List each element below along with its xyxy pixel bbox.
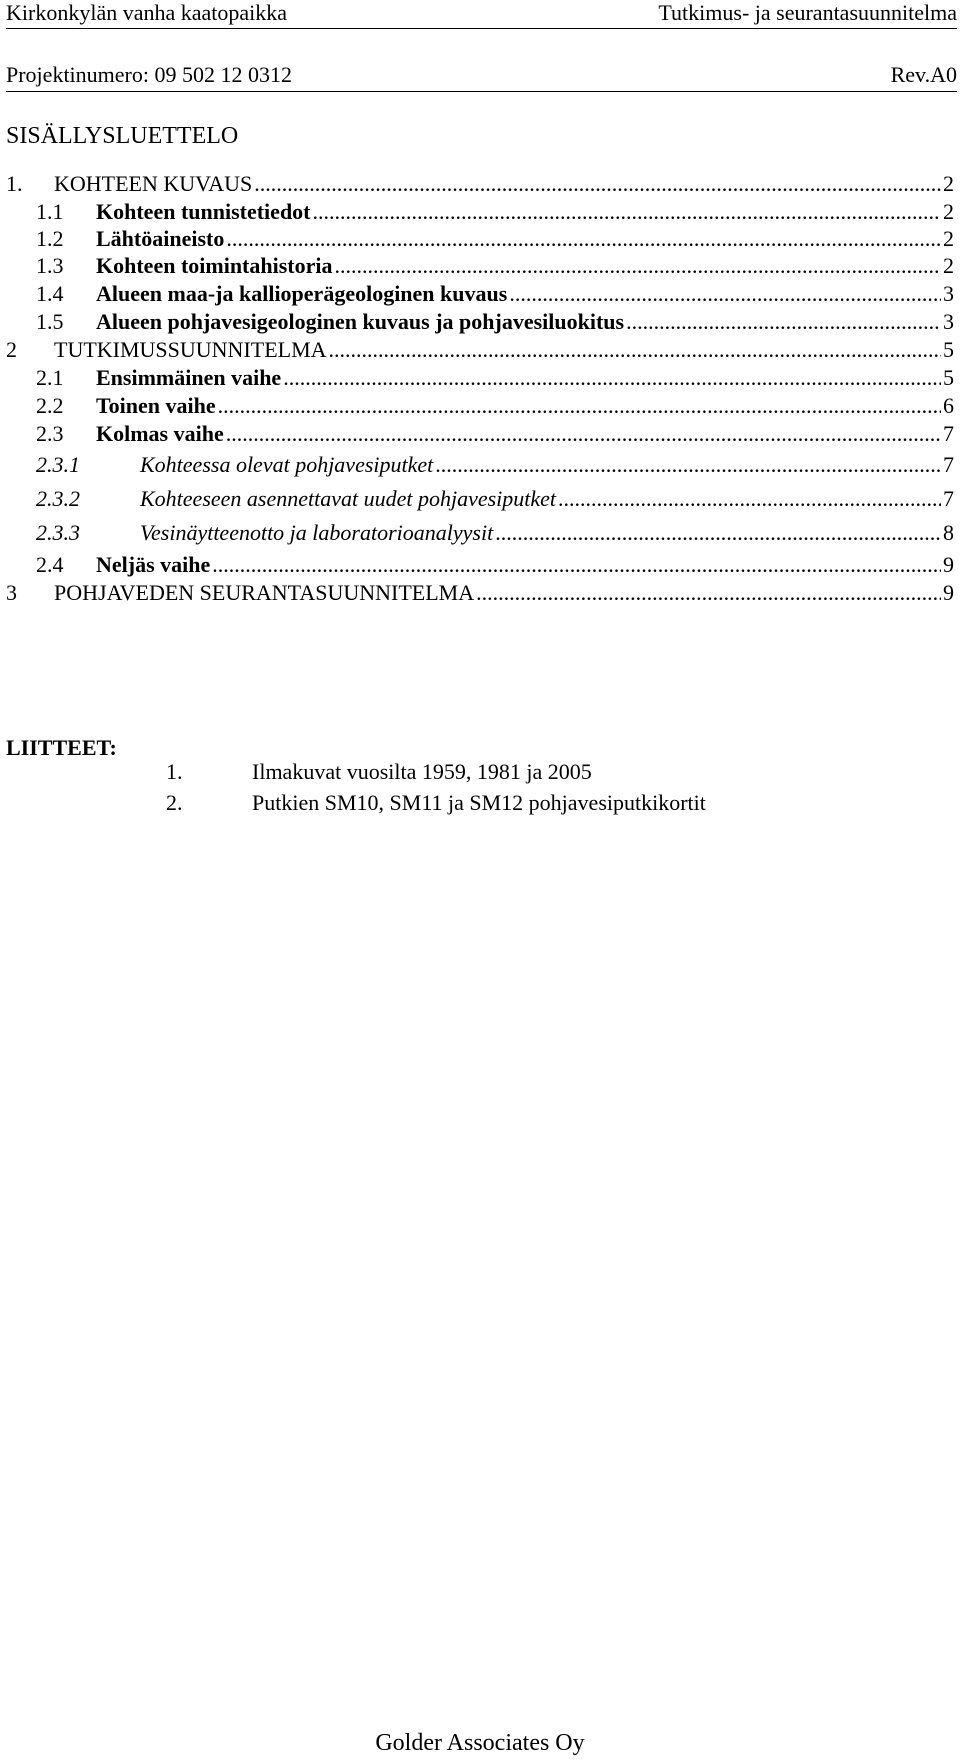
toc-entry-number: 1.2 xyxy=(36,226,64,251)
toc-entry-label: Kolmas vaihe xyxy=(96,421,224,446)
toc-entry[interactable] xyxy=(36,421,954,447)
toc-entry-page: 5 xyxy=(943,365,954,390)
header-top xyxy=(6,0,957,26)
toc-leader-dots xyxy=(509,281,941,307)
toc-leader-dots xyxy=(495,520,941,546)
toc-entry-number: 1. xyxy=(6,171,23,196)
document-type: Tutkimus- ja seurantasuunnitelma xyxy=(658,0,957,25)
toc-leader-dots xyxy=(283,365,941,391)
toc-entry-number: 2.3 xyxy=(36,421,64,446)
toc-entry-number: 1.3 xyxy=(36,253,64,278)
toc-entry-page: 9 xyxy=(943,552,954,577)
project-rule xyxy=(6,91,957,92)
toc-leader-dots xyxy=(335,253,942,279)
toc-entry-number: 2.2 xyxy=(36,393,64,418)
toc-entry[interactable] xyxy=(36,281,954,307)
toc-entry-page: 7 xyxy=(943,486,954,511)
toc-leader-dots xyxy=(254,171,941,197)
toc-entry[interactable] xyxy=(36,452,954,478)
toc-entry-page: 7 xyxy=(943,421,954,446)
toc-entry-label: Alueen maa-ja kallioperägeologinen kuvaus xyxy=(96,281,508,306)
toc-entry-page: 7 xyxy=(943,452,954,477)
toc-entry-label: Vesinäytteenotto ja laboratorioanalyysit xyxy=(140,520,494,545)
header-project xyxy=(6,62,957,88)
site-name: Kirkonkylän vanha kaatopaikka xyxy=(6,0,288,25)
toc-entry-page: 3 xyxy=(943,281,954,306)
toc-entry-label: Neljäs vaihe xyxy=(96,552,211,577)
toc-entry-page: 8 xyxy=(943,520,954,545)
toc-entry[interactable] xyxy=(36,520,954,546)
attachment-number: 1. xyxy=(166,759,183,784)
toc-entry-label: Kohteen tunnistetiedot xyxy=(96,199,311,224)
revision: Rev.A0 xyxy=(890,62,957,87)
toc-entry[interactable] xyxy=(36,486,954,512)
toc-leader-dots xyxy=(313,199,942,225)
toc-entry[interactable] xyxy=(6,171,954,197)
toc-entry[interactable] xyxy=(36,226,954,252)
project-number: Projektinumero: 09 502 12 0312 xyxy=(6,62,292,87)
attachments-title: LIITTEET: xyxy=(6,735,117,760)
toc-leader-dots xyxy=(476,580,941,606)
toc-entry-label: Kohteessa olevat pohjavesiputket xyxy=(140,452,434,477)
toc-entry-label: Lähtöaineisto xyxy=(96,226,225,251)
toc-entry-page: 2 xyxy=(943,226,954,251)
toc-leader-dots xyxy=(435,452,941,478)
toc-entry-page: 6 xyxy=(943,393,954,418)
toc-leader-dots xyxy=(226,421,941,447)
attachment-label: Ilmakuvat vuosilta 1959, 1981 ja 2005 xyxy=(252,759,592,784)
toc-entry[interactable] xyxy=(6,580,954,606)
toc-entry-page: 2 xyxy=(943,253,954,278)
toc-entry-label: Alueen pohjavesigeologinen kuvaus ja pohjavesiluokitus xyxy=(96,309,625,334)
toc-entry-number: 2.3.2 xyxy=(36,486,80,511)
toc-entry[interactable] xyxy=(36,253,954,279)
toc-entry-label: Kohteeseen asennettavat uudet pohjavesiputket xyxy=(140,486,557,511)
toc-entry-label: KOHTEEN KUVAUS xyxy=(54,171,253,196)
attachment-number: 2. xyxy=(166,790,183,815)
toc-entry-number: 2.1 xyxy=(36,365,64,390)
toc-leader-dots xyxy=(558,486,941,512)
toc-entry[interactable] xyxy=(36,552,954,578)
toc-leader-dots xyxy=(212,552,941,578)
attachment-item xyxy=(166,759,592,785)
header-rule xyxy=(6,28,957,29)
toc-entry[interactable] xyxy=(36,199,954,225)
toc-title: SISÄLLYSLUETTELO xyxy=(6,123,239,149)
toc-entry-number: 2 xyxy=(6,337,17,362)
toc-entry-number: 1.4 xyxy=(36,281,64,306)
toc-entry-number: 2.3.3 xyxy=(36,520,80,545)
footer-company: Golder Associates Oy xyxy=(375,1730,585,1756)
toc-entry-number: 3 xyxy=(6,580,17,605)
toc-leader-dots xyxy=(226,226,941,252)
toc-entry-label: Ensimmäinen vaihe xyxy=(96,365,282,390)
toc-entry-page: 3 xyxy=(943,309,954,334)
toc-entry-page: 2 xyxy=(943,171,954,196)
toc-entry-label: Toinen vaihe xyxy=(96,393,216,418)
attachment-label: Putkien SM10, SM11 ja SM12 pohjavesiputkikortit xyxy=(252,790,706,815)
attachment-item xyxy=(166,790,706,816)
toc-entry-label: TUTKIMUSSUUNNITELMA xyxy=(54,337,327,362)
toc-leader-dots xyxy=(329,337,941,363)
toc-entry-number: 2.4 xyxy=(36,552,64,577)
toc-entry-number: 1.1 xyxy=(36,199,64,224)
toc-entry[interactable] xyxy=(36,309,954,335)
toc-entry-number: 2.3.1 xyxy=(36,452,80,477)
toc-entry[interactable] xyxy=(6,337,954,363)
toc-entry-label: POHJAVEDEN SEURANTASUUNNITELMA xyxy=(54,580,475,605)
toc-leader-dots xyxy=(218,393,941,419)
toc-entry-label: Kohteen toimintahistoria xyxy=(96,253,333,278)
toc-entry[interactable] xyxy=(36,393,954,419)
toc-entry-number: 1.5 xyxy=(36,309,64,334)
toc-entry-page: 5 xyxy=(943,337,954,362)
toc-entry-page: 2 xyxy=(943,199,954,224)
toc-leader-dots xyxy=(626,309,941,335)
toc-entry[interactable] xyxy=(36,365,954,391)
toc-entry-page: 9 xyxy=(943,580,954,605)
